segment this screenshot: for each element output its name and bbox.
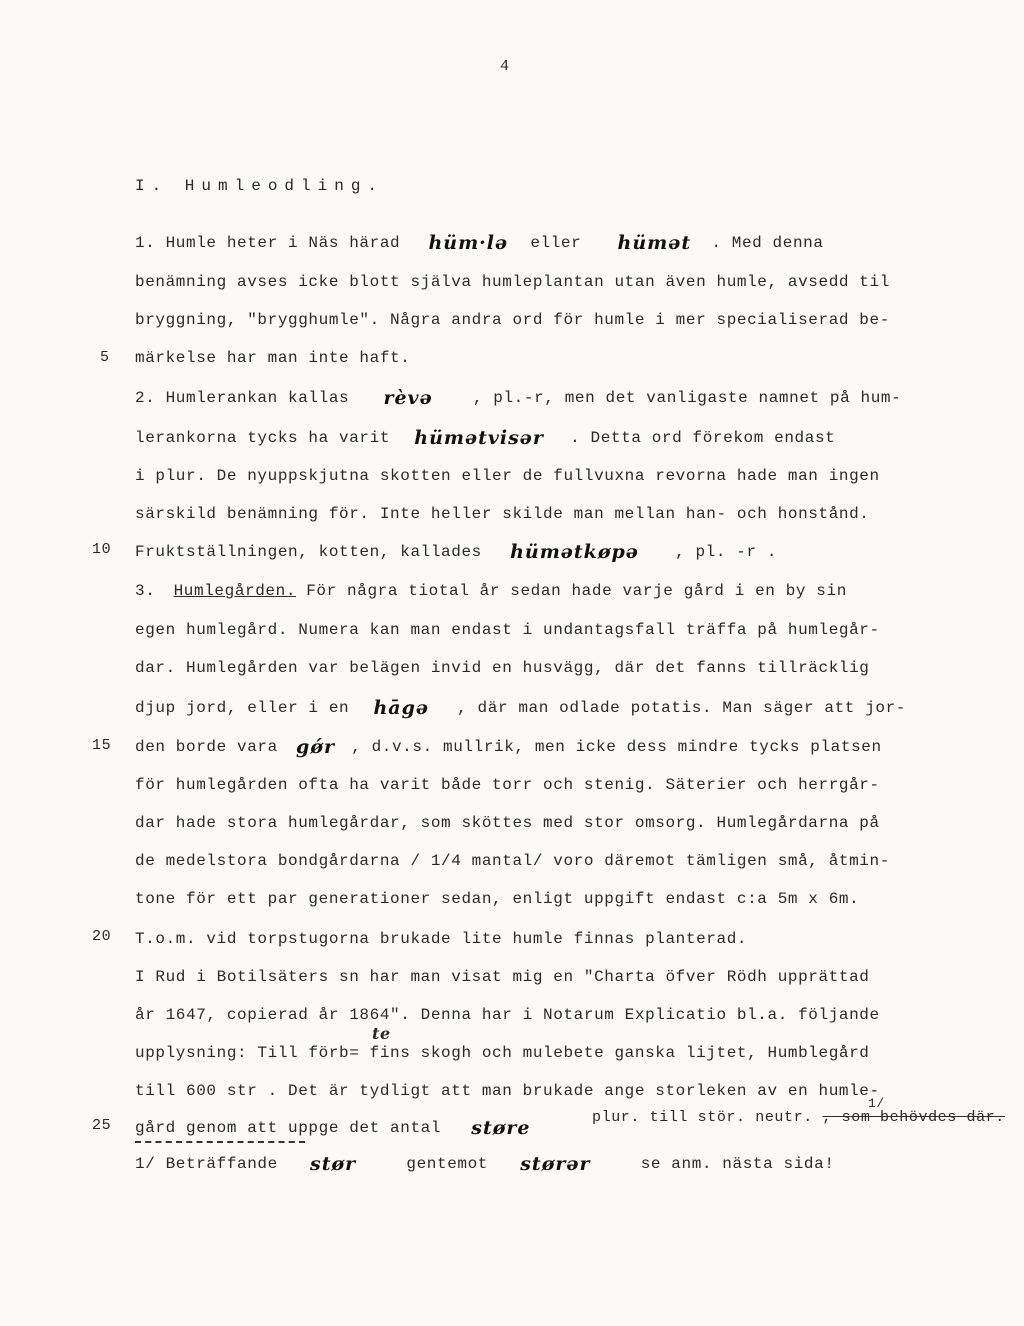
text-segment: 2. Humlerankan kallas	[135, 389, 350, 407]
line-number-20: 20	[92, 928, 112, 945]
phonetic-word: gǿr	[296, 736, 335, 758]
paragraph-3-line-1	[135, 580, 847, 602]
text-segment: , pl.-r, men det vanligaste namnet på hum-	[472, 389, 902, 407]
handwritten-insertion: te	[372, 1024, 391, 1043]
paragraph-3-line-7: dar hade stora humlegårdar, som sköttes med stor omsorg. Humlegårdarna på	[135, 814, 880, 832]
text-segment: 1/ Beträffande	[135, 1155, 278, 1173]
text-segment: För några tiotal år sedan hade varje gård i en by sin	[306, 582, 847, 600]
paragraph-1-line-1	[135, 232, 824, 254]
paragraph-4-line-3: upplysning: Till förb= fins skogh och mulebete ganska lijtet, Humblegård	[135, 1044, 870, 1062]
paragraph-4-line-2: år 1647, copierad år 1864". Denna har i Notarum Explicatio bl.a. följande	[135, 1006, 880, 1024]
text-segment: den borde vara	[135, 738, 278, 756]
paragraph-2-line-1	[135, 387, 901, 409]
paragraph-3-line-5	[135, 736, 882, 758]
text-segment: djup jord, eller i en	[135, 699, 350, 717]
text-segment: gentemot	[406, 1155, 489, 1173]
text-segment: 1. Humle heter i Näs härad	[135, 234, 401, 252]
paragraph-2-line-2	[135, 427, 835, 449]
phonetic-word: hümətkøpə	[510, 541, 639, 563]
section-number: 3.	[135, 582, 156, 600]
phonetic-word: stør	[310, 1153, 357, 1175]
text-segment: , d.v.s. mullrik, men icke dess mindre tycks platsen	[351, 738, 882, 756]
paragraph-3-line-6: för humlegården ofta ha varit både torr och stenig. Säterier och herrgår-	[135, 776, 880, 794]
line-number-10: 10	[92, 541, 112, 558]
plural-note	[592, 1107, 1005, 1129]
paragraph-3-line-8: de medelstora bondgårdarna / 1/4 mantal/ voro däremot tämligen små, åtmin-	[135, 852, 890, 870]
text-segment: Fruktställningen, kotten, kallades	[135, 543, 482, 561]
phonetic-word: hüm·lə	[428, 232, 509, 254]
footnote	[135, 1153, 835, 1175]
paragraph-1-line-4: märkelse har man inte haft.	[135, 349, 411, 367]
phonetic-word: hāgə	[373, 697, 429, 719]
text-segment: gård genom att uppge det antal	[135, 1119, 442, 1137]
text-segment: , pl. -r .	[675, 543, 778, 561]
phonetic-word: hümət	[617, 232, 692, 254]
paragraph-3-line-4	[135, 697, 906, 719]
paragraph-2-line-5	[135, 541, 777, 563]
line-number-5: 5	[100, 349, 110, 366]
paragraph-1-line-2: benämning avses icke blott själva humleplantan utan även humle, avsedd til	[135, 273, 890, 291]
plural-note-text: plur. till stör. neutr.	[592, 1109, 813, 1126]
line-number-25: 25	[92, 1117, 112, 1134]
text-segment: . Med denna	[711, 234, 824, 252]
text-segment: se anm. nästa sida!	[640, 1155, 835, 1173]
paragraph-3-line-2: egen humlegård. Numera kan man endast i undantagsfall träffa på humlegår-	[135, 621, 880, 639]
section-title: Humlegården.	[173, 582, 297, 600]
phonetic-word: støre	[471, 1117, 531, 1139]
footnote-separator	[135, 1141, 305, 1143]
paragraph-4-line-5	[135, 1117, 531, 1139]
struck-text: , som behövdes där.	[822, 1109, 1005, 1126]
paragraph-1-line-3: bryggning, "brygghumle". Några andra ord för humle i mer specialiserad be-	[135, 311, 890, 329]
text-segment: lerankorna tycks ha varit	[135, 429, 391, 447]
section-heading: I. Humleodling.	[135, 177, 385, 195]
paragraph-3-line-10: T.o.m. vid torpstugorna brukade lite humle finnas planterad.	[135, 930, 748, 948]
paragraph-2-line-4: särskild benämning för. Inte heller skilde man mellan han- och honstånd.	[135, 505, 870, 523]
paragraph-4-line-4: till 600 str . Det är tydligt att man brukade ange storleken av en humle-	[135, 1082, 880, 1100]
paragraph-3-line-3: dar. Humlegården var belägen invid en husvägg, där det fanns tillräcklig	[135, 659, 870, 677]
page-number: 4	[500, 58, 510, 75]
phonetic-word: hümətvisər	[414, 427, 544, 449]
paragraph-4-line-1: I Rud i Botilsäters sn har man visat mig en "Charta öfver Rödh upprättad	[135, 968, 870, 986]
line-number-15: 15	[92, 737, 112, 754]
footnote-marker: 1/	[868, 1096, 885, 1111]
phonetic-word: rèvə	[383, 387, 433, 409]
text-segment: , där man odlade potatis. Man säger att jor-	[457, 699, 907, 717]
text-segment: eller	[530, 234, 582, 252]
phonetic-word: størər	[520, 1153, 591, 1175]
paragraph-2-line-3: i plur. De nyuppskjutna skotten eller de fullvuxna revorna hade man ingen	[135, 467, 880, 485]
paragraph-3-line-9: tone för ett par generationer sedan, enligt uppgift endast c:a 5m x 6m.	[135, 890, 860, 908]
text-segment: . Detta ord förekom endast	[570, 429, 836, 447]
